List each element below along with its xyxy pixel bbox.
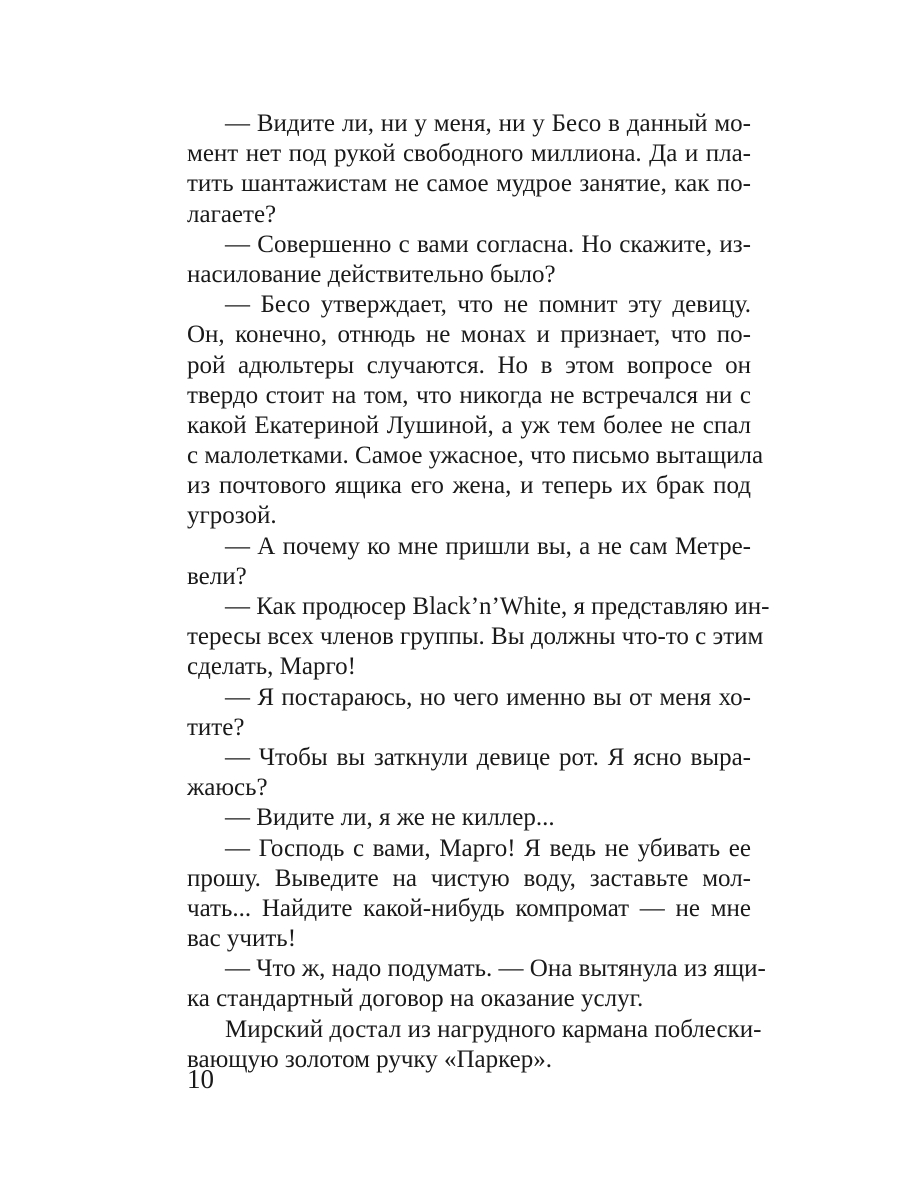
text-line: — Чтобы вы заткнули девице рот. Я ясно выра- (225, 743, 751, 771)
text-line: ка стандартный договор на оказание услуг. (187, 985, 644, 1013)
text-line: — Что ж, надо подумать. — Она вытянула из ящи- (225, 955, 766, 983)
text-line: — Видите ли, ни у меня, ни у Бесо в данный мо- (225, 110, 751, 137)
text-line: мент нет под рукой свободного миллиона. Да и пла- (187, 140, 751, 168)
text-line: — Я постараюсь, но чего именно вы от меня хо- (225, 683, 751, 711)
text-line: тите? (187, 713, 245, 741)
text-line: — Господь с вами, Марго! Я ведь не убивать ее (225, 834, 751, 862)
text-line: прошу. Выведите на чистую воду, заставьте мол- (187, 864, 751, 892)
text-line: с малолетками. Самое ужасное, что письмо вытащила (187, 442, 764, 470)
text-line: угрозой. (187, 502, 277, 530)
text-line: сделать, Марго! (187, 653, 356, 681)
page-body (187, 109, 770, 1075)
text-line: тить шантажистам не самое мудрое занятие, как по- (187, 170, 751, 198)
text-line: чать... Найдите какой-нибудь компромат — не мне (187, 894, 751, 922)
page-number: 10 (187, 1064, 214, 1094)
text-line: какой Екатериной Лушиной, а уж тем более не спал (187, 411, 751, 439)
text-line: из почтового ящика его жена, и теперь их брак под (187, 472, 751, 500)
text-line: лагаете? (187, 200, 277, 228)
text-line: Мирский достал из нагрудного кармана поблески- (225, 1015, 762, 1043)
text-line: вели? (187, 562, 247, 590)
text-line: вающую золотом ручку «Паркер». (187, 1045, 552, 1073)
text-line: насилование действительно было? (187, 260, 556, 288)
text-line: — Бесо утверждает, что не помнит эту девицу. (225, 291, 751, 319)
text-line: тересы всех членов группы. Вы должны что-то с этим (187, 623, 764, 651)
text-line: — Видите ли, я же не киллер... (225, 804, 555, 832)
text-line: — Как продюсер Black’n’White, я представляю ин- (225, 593, 770, 620)
text-line: рой адюльтеры случаются. Но в этом вопросе он (187, 351, 751, 379)
text-line: вас учить! (187, 925, 297, 953)
text-line: Он, конечно, отнюдь не монах и признает, что по- (187, 321, 751, 349)
text-line: — Совершенно с вами согласна. Но скажите, из- (225, 230, 751, 258)
text-line: жаюсь? (187, 774, 268, 802)
text-line: — А почему ко мне пришли вы, а не сам Метре- (225, 532, 751, 560)
text-line: твердо стоит на том, что никогда не встречался ни с (187, 381, 751, 409)
